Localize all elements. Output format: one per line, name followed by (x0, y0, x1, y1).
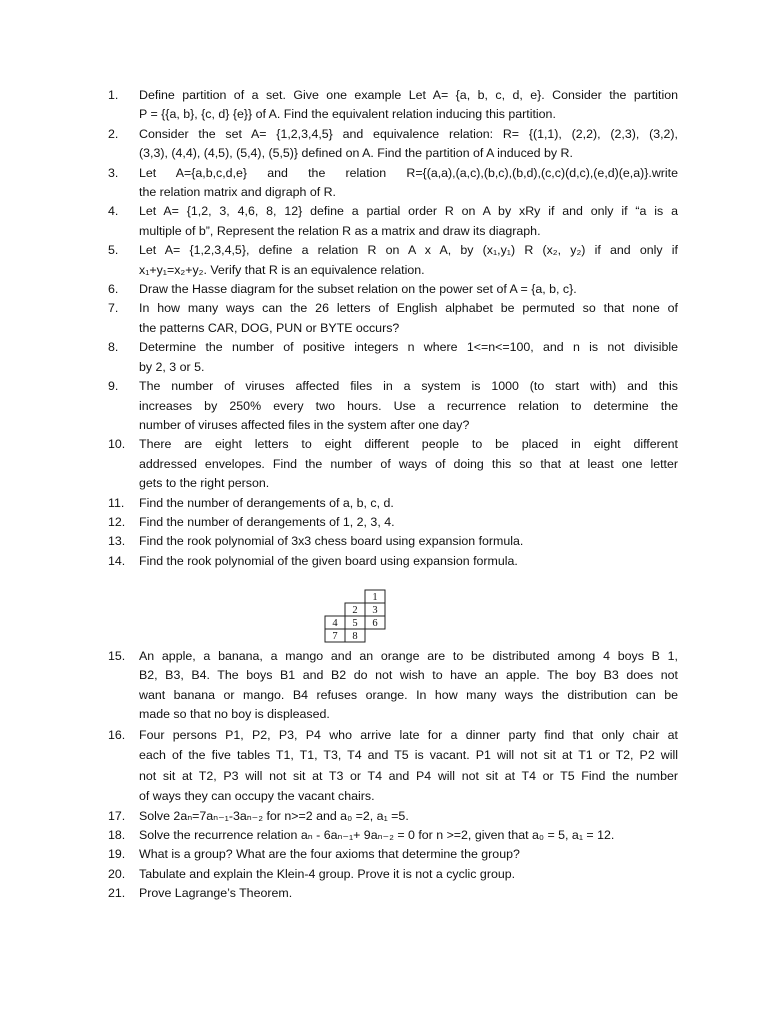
question-line: Find the rook polynomial of 3x3 chess board using expansion formula. (139, 534, 524, 549)
question-text (139, 377, 678, 435)
question-number: 8. (108, 340, 119, 355)
board-cell-label: 3 (372, 605, 378, 616)
question-line: the relation matrix and digraph of R. (139, 185, 336, 200)
question-number: 21. (108, 886, 126, 901)
question-item (108, 725, 678, 807)
question-text (139, 513, 678, 532)
question-item (108, 241, 678, 280)
question-text (139, 202, 678, 241)
question-number: 2. (108, 126, 119, 141)
question-item (108, 647, 678, 725)
question-line: each of the five tables T1, T1, T3, T4 and T5 is vacant. P1 will not sit at T1 or T2, P2 will (139, 748, 678, 763)
question-item (108, 202, 678, 241)
question-text (139, 845, 678, 864)
question-line: Prove Lagrange’s Theorem. (139, 886, 293, 901)
question-line: Tabulate and explain the Klein-4 group. Prove it is not a cyclic group. (139, 866, 516, 881)
board-cell-label: 6 (372, 618, 378, 629)
question-line: multiple of b”, Represent the relation R as a matrix and draw its diagraph. (139, 223, 541, 238)
question-line: addressed envelopes. Find the number of ways of doing this so that at least one letter (139, 456, 678, 471)
question-item (108, 86, 678, 125)
question-item (108, 435, 678, 493)
question-item (108, 338, 678, 377)
question-line: Find the number of derangements of a, b, c, d. (139, 495, 394, 510)
question-line: Let A= {1,2, 3, 4,6, 8, 12} define a partial order R on A by xRy if and only if “a is a (139, 204, 678, 219)
question-line: not sit at T2, P3 will not sit at T3 or T4 and P4 will not sit at T4 or T5 Find the number (139, 768, 678, 783)
question-number: 12. (108, 514, 126, 529)
question-line: gets to the right person. (139, 476, 270, 491)
question-number: 4. (108, 204, 119, 219)
question-item (108, 807, 678, 826)
question-number: 17. (108, 808, 126, 823)
question-item (108, 377, 678, 435)
question-text (139, 125, 678, 164)
question-item (108, 532, 678, 551)
question-item (108, 884, 678, 903)
question-line: x₁+y₁=x₂+y₂. Verify that R is an equivalence relation. (139, 262, 425, 277)
question-item (108, 164, 678, 203)
question-line: Let A= {1,2,3,4,5}, define a relation R on A x A, by (x₁,y₁) R (x₂, y₂) if and only if (139, 243, 678, 258)
question-line: P = {{a, b}, {c, d} {e}} of A. Find the equivalent relation inducing this partition. (139, 107, 556, 122)
question-number: 10. (108, 437, 126, 452)
question-line: of ways they can occupy the vacant chairs. (139, 789, 375, 804)
question-line: What is a group? What are the four axioms that determine the group? (139, 847, 520, 862)
question-line: want banana or mango. B4 refuses orange. In how many ways the distribution can be (139, 687, 678, 702)
question-text (139, 865, 678, 884)
question-text (139, 826, 678, 845)
question-number: 9. (108, 379, 119, 394)
question-line: Define partition of a set. Give one example Let A= {a, b, c, d, e}. Consider the partition (139, 88, 678, 102)
question-item (108, 865, 678, 884)
question-text (139, 494, 678, 513)
question-line: made so that no boy is displeased. (139, 707, 330, 722)
question-number: 5. (108, 243, 119, 258)
question-line: (3,3), (4,4), (4,5), (5,4), (5,5)} defined on A. Find the partition of A induced by R. (139, 146, 573, 161)
question-text (139, 647, 678, 725)
question-text (139, 164, 678, 203)
question-line: Draw the Hasse diagram for the subset relation on the power set of A = {a, b, c}. (139, 282, 577, 297)
question-text (139, 280, 678, 299)
question-number: 15. (108, 649, 126, 663)
question-line: In how many ways can the 26 letters of English alphabet be permuted so that none of (139, 301, 678, 316)
question-number: 18. (108, 828, 126, 843)
question-number: 11. (108, 495, 125, 510)
question-line: Solve the recurrence relation aₙ - 6aₙ₋₁+ 9aₙ₋₂ = 0 for n >=2, given that a₀ = 5, a₁ = 12. (139, 828, 615, 843)
question-item (108, 299, 678, 338)
question-number: 13. (108, 534, 126, 549)
question-item (108, 552, 678, 571)
question-text (139, 725, 678, 807)
question-number: 7. (108, 301, 119, 316)
question-text (139, 807, 678, 826)
question-line: Determine the number of positive integers n where 1<=n<=100, and n is not divisible (139, 340, 678, 355)
question-text (139, 552, 678, 571)
board-cell-label: 5 (352, 618, 358, 629)
question-number: 3. (108, 165, 119, 180)
question-line: Find the rook polynomial of the given board using expansion formula. (139, 553, 518, 568)
question-item (108, 845, 678, 864)
question-line: The number of viruses affected files in a system is 1000 (to start with) and this (139, 379, 678, 394)
question-number: 6. (108, 282, 119, 297)
question-text (139, 532, 678, 551)
question-text (139, 241, 678, 280)
question-line: number of viruses affected files in the system after one day? (139, 417, 470, 432)
question-number: 19. (108, 847, 126, 862)
question-text (139, 435, 678, 493)
question-line: Find the number of derangements of 1, 2, 3, 4. (139, 514, 395, 529)
question-item (108, 125, 678, 164)
question-number: 1. (108, 88, 119, 102)
question-item (108, 513, 678, 532)
question-text (139, 884, 678, 903)
question-line: Four persons P1, P2, P3, P4 who arrive late for a dinner party find that only chair at (139, 727, 678, 742)
question-line: Let A={a,b,c,d,e} and the relation R={(a,a),(a,c),(b,c),(b,d),(c,c)(d,c),(e,d)(e,a)}.write (139, 165, 678, 180)
question-line: Solve 2aₙ=7aₙ₋₁-3aₙ₋₂ for n>=2 and a₀ =2, a₁ =5. (139, 808, 409, 823)
question-list-part-2 (108, 647, 678, 904)
question-number: 14. (108, 553, 126, 568)
question-item (108, 494, 678, 513)
question-text (139, 338, 678, 377)
board-cell-label: 2 (352, 605, 358, 616)
question-line: An apple, a banana, a mango and an orange are to be distributed among 4 boys B 1, (139, 649, 678, 663)
rook-board (300, 578, 460, 646)
question-line: the patterns CAR, DOG, PUN or BYTE occurs? (139, 320, 400, 335)
question-text (139, 86, 678, 125)
board-cell-label: 8 (352, 631, 358, 642)
question-line: increases by 250% every two hours. Use a recurrence relation to determine the (139, 398, 678, 413)
question-item (108, 280, 678, 299)
question-number: 16. (108, 727, 126, 742)
board-cell-label: 1 (372, 592, 378, 603)
board-cell-label: 7 (332, 631, 338, 642)
rook-board-figure (300, 578, 460, 651)
question-list-part-1 (108, 86, 678, 571)
question-line: B2, B3, B4. The boys B1 and B2 do not wish to have an apple. The boy B3 does not (139, 668, 678, 683)
question-line: Consider the set A= {1,2,3,4,5} and equivalence relation: R= {(1,1), (2,2), (2,3), (3,2), (139, 126, 678, 141)
question-item (108, 826, 678, 845)
question-number: 20. (108, 866, 126, 881)
question-line: There are eight letters to eight different people to be placed in eight different (139, 437, 678, 452)
board-cell-label: 4 (332, 618, 338, 629)
question-line: by 2, 3 or 5. (139, 359, 205, 374)
question-text (139, 299, 678, 338)
